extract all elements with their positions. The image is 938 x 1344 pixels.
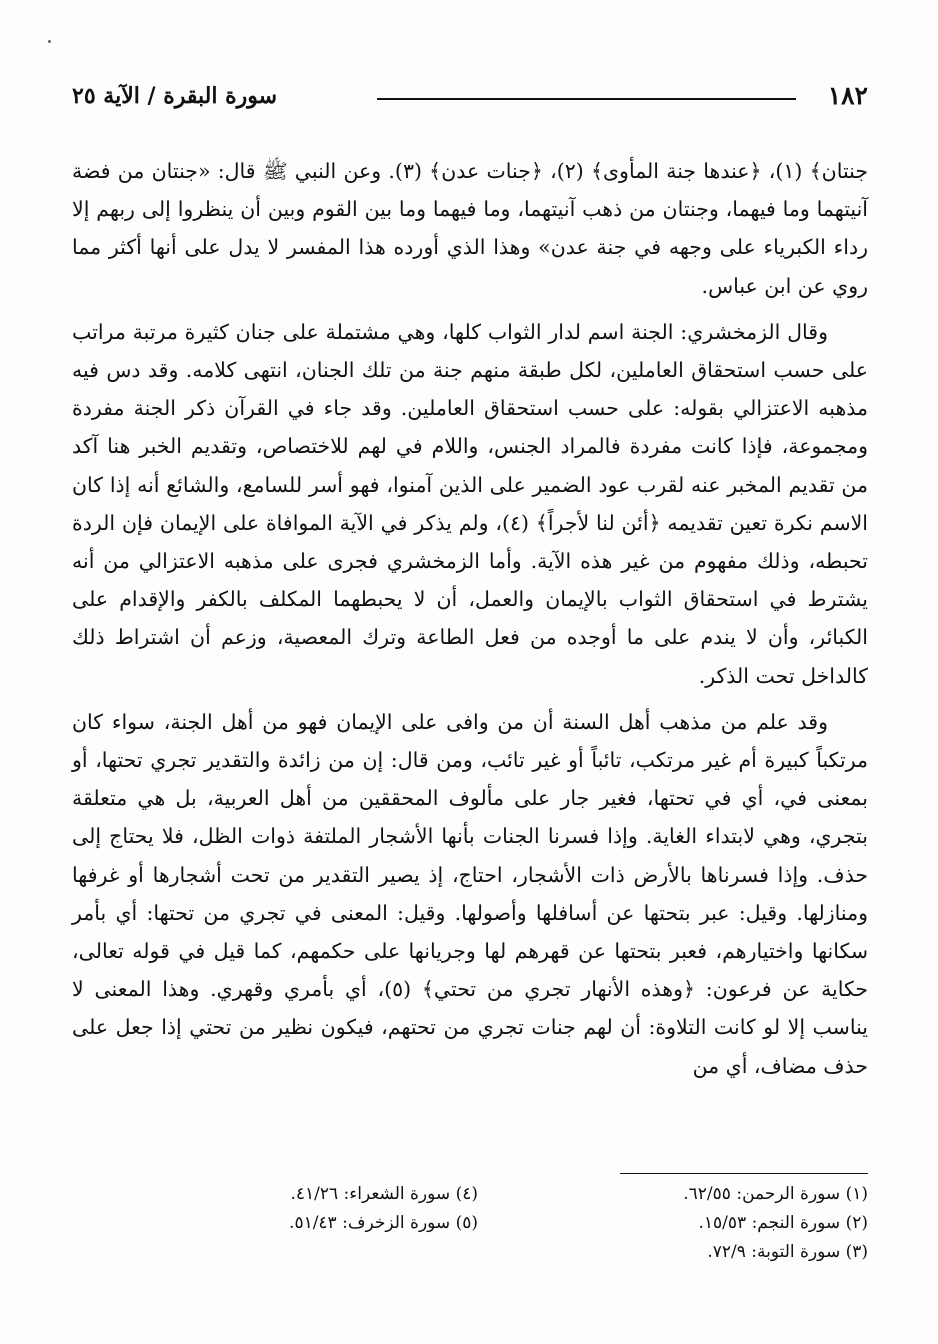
- footnotes: [72, 1180, 868, 1270]
- footnotes-right-column: [608, 1180, 868, 1267]
- paragraph: وقد علم من مذهب أهل السنة أن من وافى على الإيمان فهو من أهل الجنة، سواء كان مرتكباً كبيرة أم غير مرتكب، تائباً أو غير تائب، ومن قال: إن من زائدة والتقدير تجري تحتها، أو بمعنى في، أي في تحتها، فغير جار على مألوف المحققين من أهل العربية، بل هي متعلقة بتجري، وهي لابتداء الغاية. وإذا فسرنا الجنات بأنها الأشجار الملتفة ذوات الظل، فلا يحتاج إلى حذف. وإذا فسرناها بالأرض ذات الأشجار، احتاج، إذ يصير التقدير من تحت أشجارها أو غرفها ومنازلها. وقيل: عبر بتحتها عن أسافلها وأصولها. وقيل: المعنى في تجري من تحتها: أي بأمر سكانها واختيارهم، فعبر بتحتها عن قهرهم لها وجريانها على حكمهم، كما قيل في قوله تعالى، حكاية عن فرعون: ﴿وهذه الأنهار تجري من تحتي﴾ (٥)، أي بأمري وقهري. وهذا المعنى لا يناسب إلا لو كانت التلاوة: أن لهم جنات تجري من تحتهم، فيكون نظير من تحتي إذا جعل على حذف مضاف، أي من: [72, 709, 869, 1078]
- header-rule: [377, 98, 796, 100]
- footnote: (١) سورة الرحمن: ٦٢/٥٥.: [683, 1184, 868, 1204]
- footnote: (٣) سورة التوبة: ٧٢/٩.: [707, 1242, 868, 1262]
- scan-speck: [48, 40, 51, 43]
- paragraph: وقال الزمخشري: الجنة اسم لدار الثواب كلها، وهي مشتملة على جنان كثيرة مرتبة مراتب على حسب استحقاق العاملين، لكل طبقة منهم جنة من تلك الجنان، انتهى كلامه. وقد دس فيه مذهبه الاعتزالي بقوله: على حسب استحقاق العاملين. وقد جاء في القرآن ذكر الجنة مفردة ومجموعة، فإذا كانت مفردة فالمراد الجنس، واللام في لهم للاختصاص، وتقديم الخبر هنا آكد من تقديم المخبر عنه لقرب عود الضمير على الذين آمنوا، فهو أسر للسامع، والشائع أنه إذا كان الاسم نكرة تعين تقديمه ﴿أئن لنا لأجراً﴾ (٤)، ولم يذكر في الآية الموافاة على الإيمان فإن الردة تحبطه، وذلك مفهوم من غير هذه الآية. وأما الزمخشري فجرى على مذهبه الاعتزالي من أنه يشترط في استحقاق الثواب بالإيمان والعمل، أن لا يحبطهما المكلف بالكفر والإقدام على الكبائر، وأن لا يندم على ما أوجده من فعل الطاعة وترك المعصية، وزعم أن اشتراط ذلك كالداخل تحت الذكر.: [72, 319, 869, 688]
- footnotes-left-column: [218, 1180, 478, 1238]
- paragraph: جنتان﴾ (١)، ﴿عندها جنة المأوى﴾ (٢)، ﴿جنات عدن﴾ (٣). وعن النبي ﷺ قال: «جنتان من فضة آنيتهما وما فيهما، وجنتان من ذهب آنيتهما، وما فيهما وما بين القوم وبين أن ينظروا إلى ربهم إلا رداء الكبرياء على وجهه في جنة عدن» وهذا الذي أورده هذا المفسر لا يدل على أنها أكثر مما روي عن ابن عباس.: [72, 159, 869, 298]
- main-text: [72, 152, 868, 1085]
- footnote-separator: [620, 1173, 868, 1174]
- page-header: [72, 80, 868, 116]
- page-number: ١٨٢: [827, 81, 868, 110]
- footnote: (٢) سورة النجم: ١٥/٥٣.: [698, 1213, 868, 1233]
- footnote: (٥) سورة الزخرف: ٥١/٤٣.: [289, 1213, 478, 1233]
- running-title: سورة البقرة / الآية ٢٥: [72, 83, 278, 109]
- footnote: (٤) سورة الشعراء: ٤١/٢٦.: [290, 1184, 478, 1204]
